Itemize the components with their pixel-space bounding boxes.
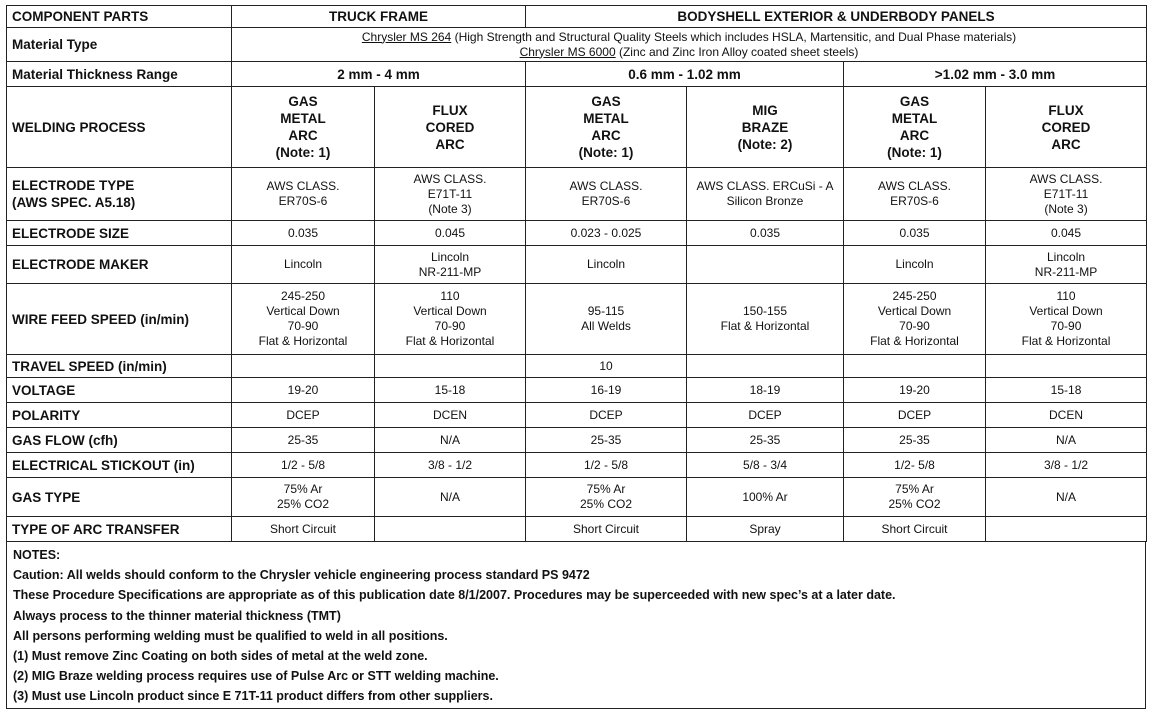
- process-line: METAL: [891, 111, 938, 126]
- cell-line: 0.045: [1051, 225, 1082, 240]
- travel-speed-cell: [687, 355, 844, 378]
- cell-line: AWS CLASS.: [569, 179, 643, 193]
- label-line: WIRE FEED SPEED (in/min): [12, 311, 190, 327]
- cell-line: 16-19: [590, 382, 622, 397]
- cell-line: 3/8 - 1/2: [427, 457, 473, 472]
- travel-speed-row: [7, 355, 1147, 378]
- cell-line: 70-90: [287, 319, 319, 333]
- note-line: (1) Must remove Zinc Coating on both sides of metal at the weld zone.: [13, 649, 428, 664]
- polarity-cell: [844, 403, 986, 428]
- electrical-stickout-label: [7, 453, 232, 478]
- cell-line: N/A: [439, 432, 460, 447]
- wire-feed-speed-cell: [687, 284, 844, 355]
- thickness-row: [7, 62, 1147, 87]
- cell-line: 15-18: [434, 382, 466, 397]
- label-line: ELECTRODE MAKER: [12, 257, 149, 272]
- cell-line: DCEN: [1049, 407, 1084, 422]
- polarity-cell: [375, 403, 526, 428]
- arc-transfer-cell: [844, 517, 986, 542]
- process-line: METAL: [280, 111, 326, 126]
- gas-type-cell: [526, 478, 687, 517]
- cell-line: Flat & Horizontal: [870, 334, 959, 348]
- gas-flow-cell: [375, 428, 526, 453]
- gas-type-cell: [687, 478, 844, 517]
- electrode-type-cell: [526, 168, 687, 221]
- cell-line: 110: [1056, 289, 1076, 303]
- cell-line: ER70S-6: [278, 194, 328, 208]
- process-line: GAS: [899, 94, 930, 109]
- voltage-label: [7, 378, 232, 403]
- cell-line: (Note 3): [428, 201, 472, 216]
- cell-line: Short Circuit: [572, 521, 640, 536]
- cell-line: 150-155: [742, 304, 788, 318]
- cell-line: Flat & Horizontal: [258, 334, 348, 348]
- thickness-label: Material Thickness Range: [7, 62, 232, 87]
- cell-line: AWS CLASS.: [413, 171, 487, 186]
- wire-feed-speed-label: [7, 284, 232, 355]
- process-line: (Note: 1): [275, 145, 331, 160]
- process-cell: [986, 87, 1147, 168]
- gas-type-label: [7, 478, 232, 517]
- cell-line: 25-35: [899, 432, 930, 447]
- cell-line: 25% CO2: [276, 497, 330, 511]
- process-line: FLUX: [432, 102, 468, 118]
- arc-transfer-label: [7, 517, 232, 542]
- cell-line: Spray: [749, 521, 781, 536]
- electrical-stickout-cell: [844, 453, 986, 478]
- material-type-row: [7, 28, 1147, 62]
- arc-transfer-row: [7, 517, 1147, 542]
- electrical-stickout-cell: [375, 453, 526, 478]
- arc-transfer-cell: [687, 517, 844, 542]
- cell-line: E71T-11: [427, 186, 473, 201]
- cell-line: DCEP: [589, 407, 623, 422]
- cell-line: N/A: [1056, 432, 1077, 447]
- cell-line: 1/2 - 5/8: [583, 457, 629, 472]
- cell-line: Lincoln: [283, 257, 323, 271]
- process-line: ARC: [1051, 136, 1081, 152]
- travel-speed-cell: [986, 355, 1147, 378]
- electrode-size-cell: [375, 221, 526, 246]
- gas-flow-cell: [986, 428, 1147, 453]
- material-type-value: [232, 28, 1147, 62]
- travel-speed-cell: [375, 355, 526, 378]
- electrode-maker-cell: [687, 246, 844, 284]
- note-line: Caution: All welds should conform to the Chrysler vehicle engineering process standard PS 9472: [13, 568, 590, 583]
- cell-line: E71T-11: [1043, 186, 1089, 201]
- cell-line: 25% CO2: [888, 497, 941, 511]
- process-cell: [375, 87, 526, 168]
- cell-line: DCEP: [748, 407, 782, 422]
- gas-type-cell: [986, 478, 1147, 517]
- thickness-thin: 0.6 mm - 1.02 mm: [526, 62, 844, 87]
- wire-feed-speed-row: [7, 284, 1147, 355]
- electrode-maker-cell: [844, 246, 986, 284]
- arc-transfer-cell: [232, 517, 375, 542]
- cell-line: Short Circuit: [881, 521, 948, 536]
- polarity-row: [7, 403, 1147, 428]
- cell-line: (Note 3): [1044, 201, 1088, 216]
- process-line: BRAZE: [741, 119, 789, 135]
- travel-speed-cell: [844, 355, 986, 378]
- label-line: POLARITY: [12, 407, 81, 423]
- gas-flow-cell: [526, 428, 687, 453]
- cell-line: 245-250: [892, 289, 937, 303]
- electrode-size-cell: [844, 221, 986, 246]
- ms264-link: Chrysler MS 264: [361, 29, 452, 44]
- cell-line: 70-90: [434, 319, 466, 333]
- cell-line: DCEP: [897, 407, 932, 422]
- cell-line: Flat & Horizontal: [1021, 334, 1111, 348]
- electrical-stickout-cell: [232, 453, 375, 478]
- voltage-cell: [375, 378, 526, 403]
- gas-flow-cell: [232, 428, 375, 453]
- bodyshell-header: BODYSHELL EXTERIOR & UNDERBODY PANELS: [526, 6, 1147, 28]
- electrode-type-cell: [375, 168, 526, 221]
- process-line: CORED: [425, 119, 475, 135]
- process-line: (Note: 2): [737, 136, 793, 152]
- cell-line: ER70S-6: [890, 194, 939, 208]
- cell-line: 19-20: [287, 382, 319, 397]
- electrical-stickout-cell: [526, 453, 687, 478]
- cell-line: 5/8 - 3/4: [742, 457, 788, 472]
- notes-heading: NOTES:: [13, 548, 61, 562]
- cell-line: Vertical Down: [266, 304, 340, 318]
- material-type-label: Material Type: [7, 28, 232, 62]
- label-line: VOLTAGE: [12, 382, 76, 398]
- cell-line: Silicon Bronze: [726, 194, 804, 208]
- cell-line: 245-250: [280, 289, 326, 303]
- wire-feed-speed-cell: [986, 284, 1147, 355]
- electrode-size-cell: [986, 221, 1147, 246]
- process-line: MIG: [752, 102, 778, 118]
- label-line: TYPE OF ARC TRANSFER: [12, 521, 180, 537]
- process-cell: [526, 87, 687, 168]
- note-line: Always process to the thinner material thickness (TMT): [13, 608, 341, 623]
- process-cell: [232, 87, 375, 168]
- wire-feed-speed-cell: [844, 284, 986, 355]
- electrode-type-label: [7, 168, 232, 221]
- polarity-cell: [986, 403, 1147, 428]
- cell-line: AWS CLASS.: [878, 179, 951, 193]
- ms264-desc: (High Strength and Structural Quality Steels which includes HSLA, Martensitic, and Dual Phase materials): [451, 29, 1017, 44]
- cell-line: 1/2 - 5/8: [280, 457, 326, 472]
- thickness-thick: >1.02 mm - 3.0 mm: [844, 62, 1147, 87]
- electrode-size-cell: [232, 221, 375, 246]
- polarity-cell: [232, 403, 375, 428]
- gas-flow-cell: [687, 428, 844, 453]
- cell-line: AWS CLASS.: [266, 179, 340, 193]
- electrode-size-cell: [687, 221, 844, 246]
- wire-feed-speed-cell: [375, 284, 526, 355]
- gas-flow-label: [7, 428, 232, 453]
- cell-line: 0.035: [899, 225, 930, 240]
- cell-line: Lincoln: [430, 249, 470, 264]
- label-line: ELECTRODE TYPE: [12, 178, 135, 193]
- cell-line: 100% Ar: [742, 489, 788, 504]
- process-line: GAS: [591, 94, 621, 109]
- electrode-type-cell: [986, 168, 1147, 221]
- electrode-maker-cell: [375, 246, 526, 284]
- process-cell: [687, 87, 844, 168]
- label-line: ELECTRODE SIZE: [12, 225, 130, 241]
- label-line: TRAVEL SPEED (in/min): [12, 358, 167, 374]
- process-line: ARC: [288, 128, 318, 143]
- electrical-stickout-cell: [986, 453, 1147, 478]
- cell-line: 10: [599, 358, 613, 373]
- note-line: (3) Must use Lincoln product since E 71T-11 product differs from other suppliers.: [13, 689, 493, 704]
- cell-line: 15-18: [1050, 382, 1082, 397]
- voltage-cell: [986, 378, 1147, 403]
- process-line: ARC: [899, 128, 930, 143]
- process-line: ARC: [591, 128, 621, 143]
- cell-line: 25-35: [287, 432, 319, 447]
- header-row: [7, 6, 1147, 28]
- travel-speed-cell: [232, 355, 375, 378]
- cell-line: Flat & Horizontal: [405, 334, 495, 348]
- note-line: These Procedure Specifications are appropriate as of this publication date 8/1/2007. Procedures may be superceeded with new spec’s at a later date.: [13, 588, 896, 603]
- cell-line: AWS CLASS. ERCuSi - A: [696, 179, 834, 193]
- cell-line: NR-211-MP: [1034, 264, 1098, 279]
- cell-line: N/A: [439, 489, 460, 504]
- cell-line: 0.045: [434, 225, 466, 240]
- cell-line: 1/2- 5/8: [894, 457, 935, 472]
- arc-transfer-cell: [986, 517, 1147, 542]
- electrode-type-cell: [232, 168, 375, 221]
- voltage-cell: [526, 378, 687, 403]
- cell-line: Vertical Down: [877, 304, 952, 318]
- cell-line: ER70S-6: [581, 194, 631, 208]
- process-line: METAL: [583, 111, 629, 126]
- travel-speed-cell: [526, 355, 687, 378]
- cell-line: AWS CLASS.: [1029, 171, 1103, 186]
- electrode-type-cell: [844, 168, 986, 221]
- cell-line: 70-90: [1050, 319, 1082, 333]
- arc-transfer-cell: [526, 517, 687, 542]
- cell-line: 0.023 - 0.025: [570, 225, 642, 240]
- polarity-cell: [526, 403, 687, 428]
- notes-section: [6, 542, 1146, 709]
- component-parts-header: COMPONENT PARTS: [7, 6, 232, 28]
- gas-type-cell: [375, 478, 526, 517]
- electrical-stickout-row: [7, 453, 1147, 478]
- electrode-maker-label: [7, 246, 232, 284]
- wire-feed-speed-cell: [232, 284, 375, 355]
- electrode-maker-row: [7, 246, 1147, 284]
- label-line: (AWS SPEC. A5.18): [12, 195, 136, 210]
- label-line: GAS FLOW (cfh): [12, 432, 118, 448]
- cell-line: All Welds: [581, 319, 631, 333]
- cell-line: 75% Ar: [895, 482, 934, 496]
- electrode-maker-cell: [232, 246, 375, 284]
- cell-line: DCEP: [286, 407, 320, 422]
- process-line: FLUX: [1048, 102, 1084, 118]
- cell-line: 19-20: [899, 382, 930, 397]
- cell-line: 75% Ar: [283, 482, 323, 496]
- cell-line: 3/8 - 1/2: [1044, 457, 1089, 472]
- cell-line: Flat & Horizontal: [720, 319, 810, 333]
- gas-type-row: [7, 478, 1147, 517]
- travel-speed-label: [7, 355, 232, 378]
- voltage-cell: [232, 378, 375, 403]
- cell-line: Vertical Down: [1029, 304, 1103, 318]
- cell-line: N/A: [1056, 489, 1077, 504]
- cell-line: 18-19: [749, 382, 781, 397]
- gas-flow-cell: [844, 428, 986, 453]
- cell-line: 110: [440, 289, 460, 303]
- cell-line: 70-90: [899, 319, 930, 333]
- cell-line: Lincoln: [1047, 249, 1086, 264]
- cell-line: NR-211-MP: [418, 264, 482, 279]
- process-line: (Note: 1): [578, 145, 634, 160]
- electrode-type-row: [7, 168, 1147, 221]
- gas-flow-row: [7, 428, 1147, 453]
- cell-line: Lincoln: [895, 257, 934, 271]
- cell-line: 25-35: [749, 432, 781, 447]
- cell-line: Vertical Down: [413, 304, 487, 318]
- process-line: GAS: [288, 94, 318, 109]
- cell-line: 75% Ar: [586, 482, 626, 496]
- cell-line: Short Circuit: [269, 521, 337, 536]
- note-line: All persons performing welding must be qualified to weld in all positions.: [13, 628, 448, 643]
- ms6000-desc: (Zinc and Zinc Iron Alloy coated sheet steels): [615, 44, 859, 59]
- voltage-cell: [844, 378, 986, 403]
- process-line: CORED: [1041, 119, 1091, 135]
- cell-line: DCEN: [432, 407, 467, 422]
- electrode-maker-cell: [526, 246, 687, 284]
- process-line: (Note: 1): [887, 145, 942, 160]
- wire-feed-speed-cell: [526, 284, 687, 355]
- electrode-size-cell: [526, 221, 687, 246]
- cell-line: 25-35: [590, 432, 622, 447]
- label-line: ELECTRICAL STICKOUT (in): [12, 457, 195, 473]
- gas-type-cell: [844, 478, 986, 517]
- electrode-size-row: [7, 221, 1147, 246]
- label-line: GAS TYPE: [12, 489, 81, 505]
- polarity-cell: [687, 403, 844, 428]
- electrical-stickout-cell: [687, 453, 844, 478]
- note-line: (2) MIG Braze welding process requires use of Pulse Arc or STT welding machine.: [13, 669, 499, 684]
- cell-line: 0.035: [749, 225, 781, 240]
- welding-spec-table: [6, 5, 1147, 542]
- cell-line: 25% CO2: [579, 497, 633, 511]
- electrode-type-cell: [687, 168, 844, 221]
- welding-process-label: WELDING PROCESS: [7, 87, 232, 168]
- cell-line: 95-115: [587, 304, 625, 318]
- welding-process-row: [7, 87, 1147, 168]
- cell-line: Lincoln: [586, 257, 626, 271]
- truck-frame-header: TRUCK FRAME: [232, 6, 526, 28]
- ms6000-link: Chrysler MS 6000: [519, 44, 616, 59]
- electrode-maker-cell: [986, 246, 1147, 284]
- process-line: ARC: [435, 136, 465, 152]
- voltage-row: [7, 378, 1147, 403]
- process-cell: [844, 87, 986, 168]
- voltage-cell: [687, 378, 844, 403]
- thickness-truck: 2 mm - 4 mm: [232, 62, 526, 87]
- gas-type-cell: [232, 478, 375, 517]
- arc-transfer-cell: [375, 517, 526, 542]
- electrode-size-label: [7, 221, 232, 246]
- polarity-label: [7, 403, 232, 428]
- cell-line: 0.035: [287, 225, 319, 240]
